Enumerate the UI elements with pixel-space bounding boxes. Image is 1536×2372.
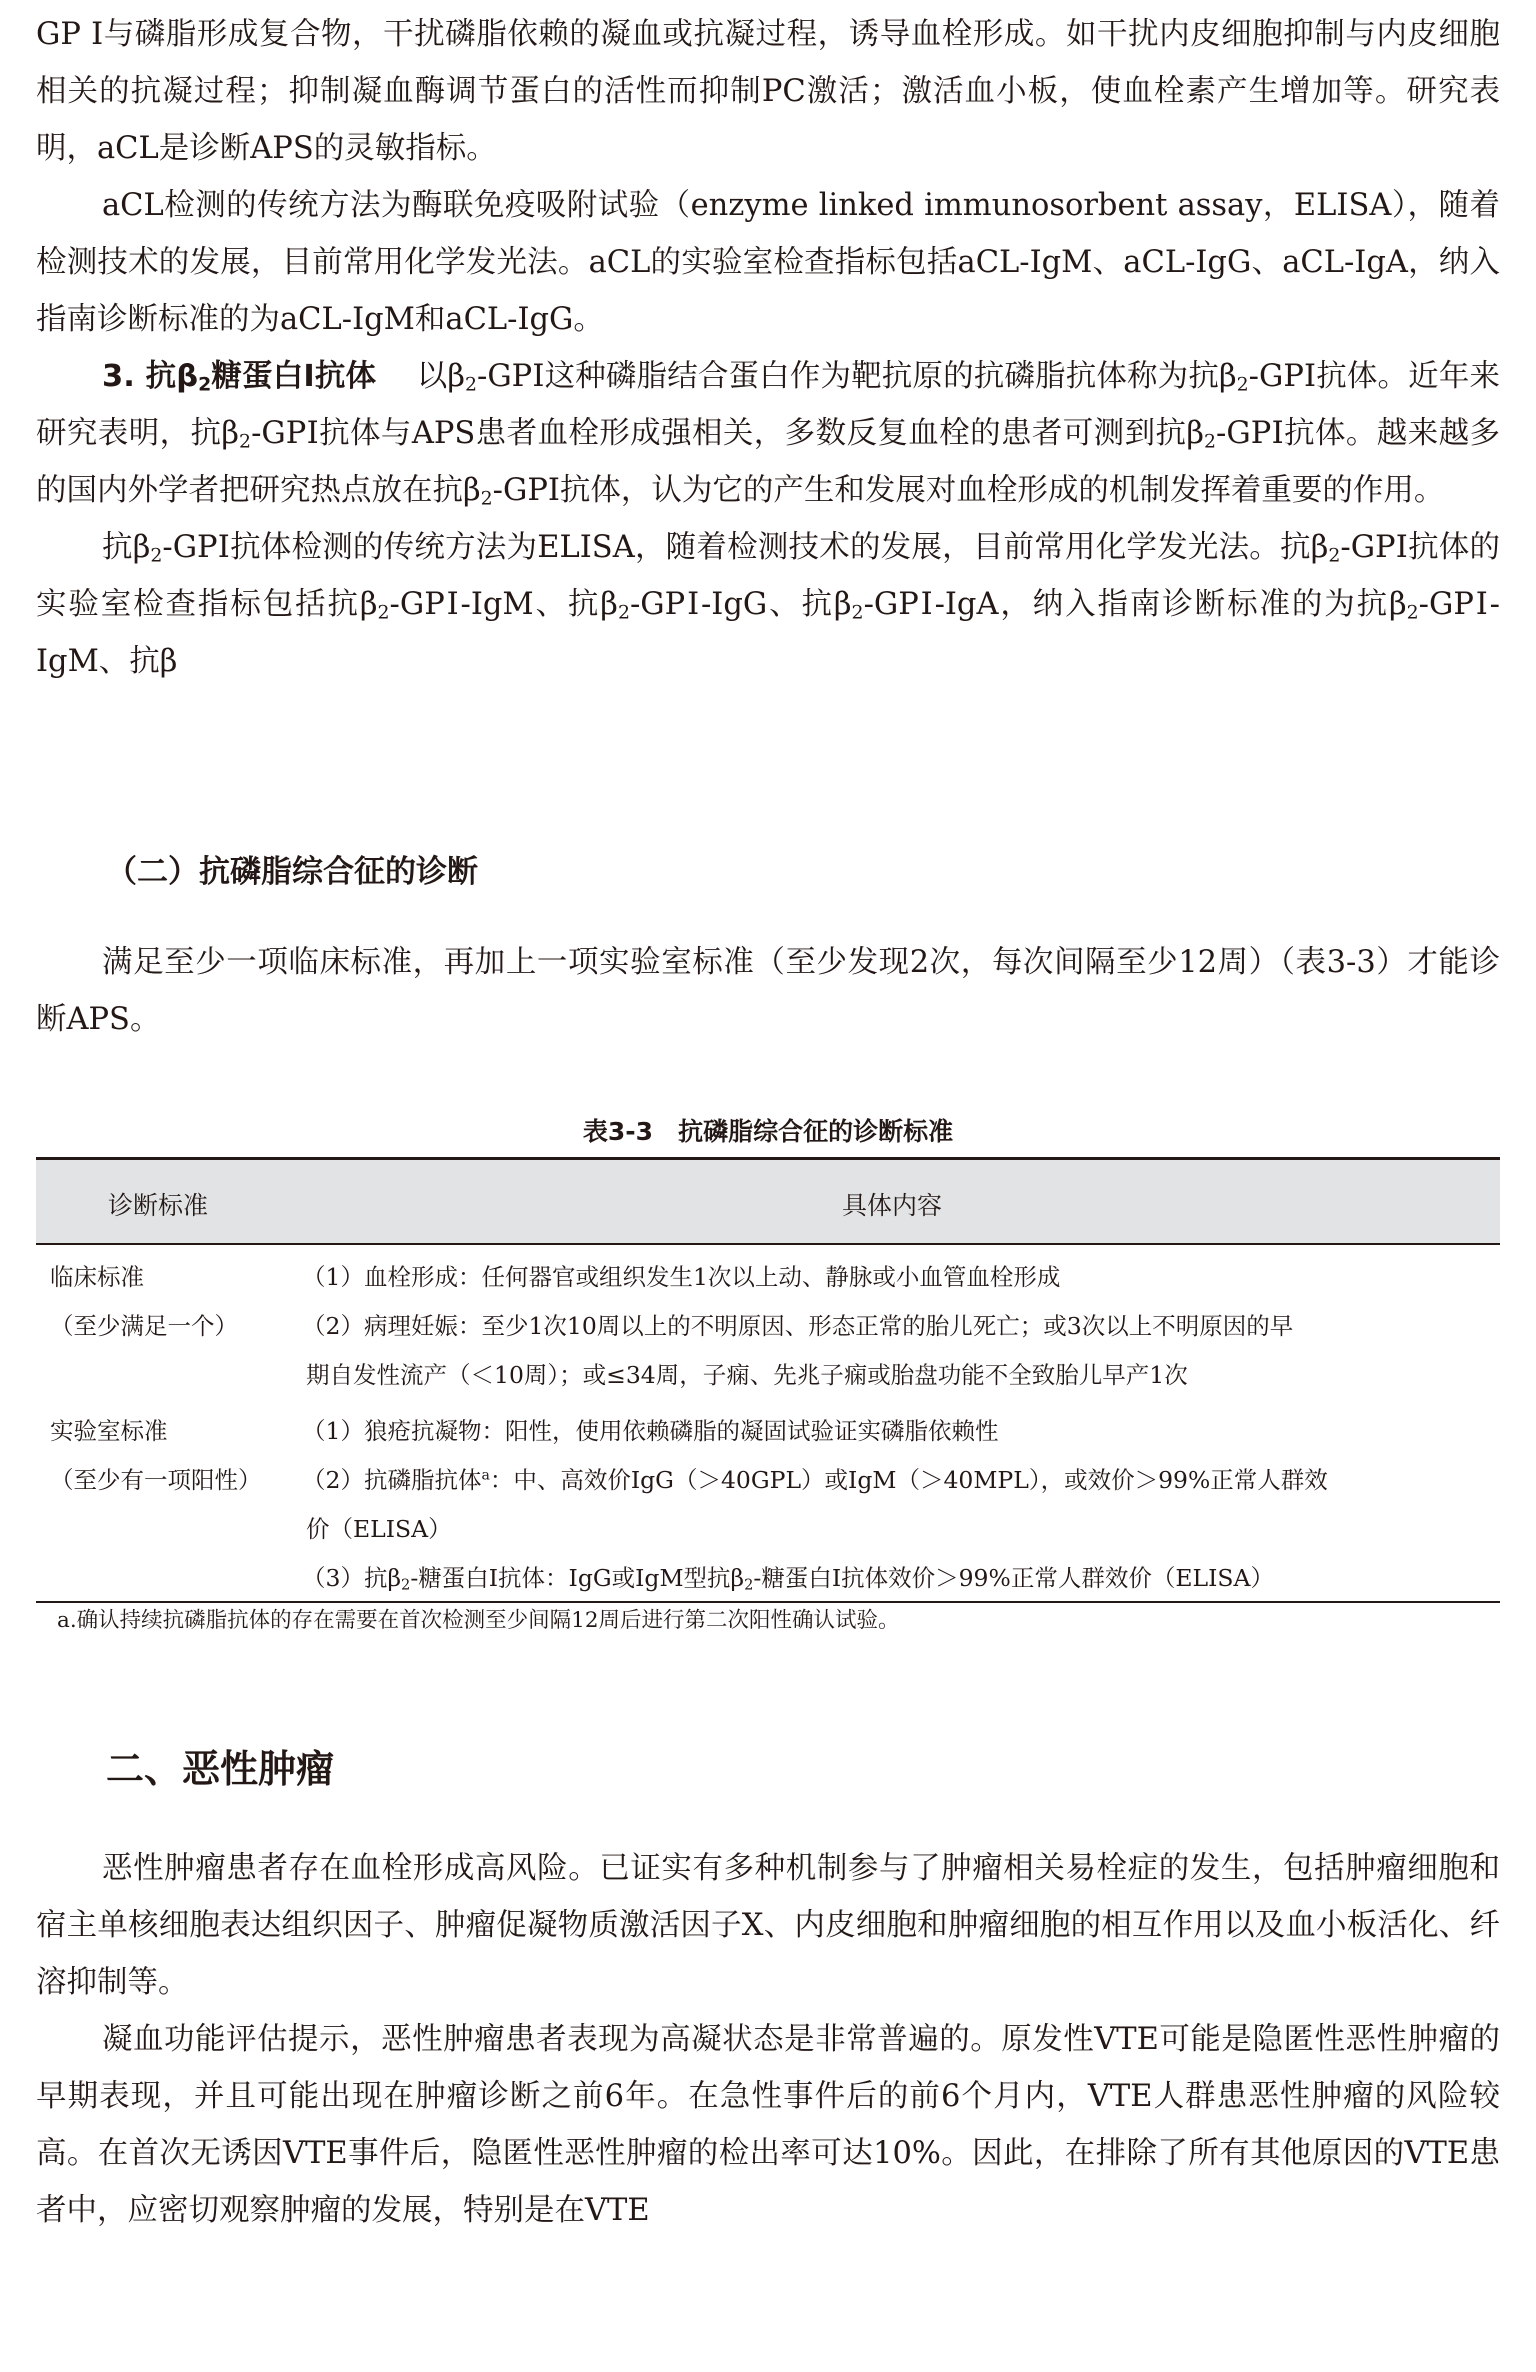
paragraph: 恶性肿瘤患者存在血栓形成高风险。已证实有多种机制参与了肿瘤相关易栓症的发生，包括肿瘤细胞和宿主单核细胞表达组织因子、肿瘤促凝物质激活因子X、内皮细胞和肿瘤细胞的相互作用以及血小板活化、纤溶抑制等。 — [36, 1851, 1500, 2000]
criteria-item: （1）血栓形成：任何器官或组织发生1次以上动、静脉或小血管血栓形成 — [302, 1263, 1061, 1291]
beta2-paragraph-2: 抗$\beta_2$-GPⅠ抗体检测的传统方法为ELISA，随着检测技术的发展，目前常用化学发光法。抗$\beta_2$-GPⅠ抗体的实验室检查指标包括抗$\beta_2-GPⅠ$-IgM、抗$\beta_2-GPⅠ$-IgG、抗$\beta_2-GPⅠ$-IgA，纳入指南诊断标准的为抗$\beta_2-GPⅠ$-IgM、抗β — [36, 530, 1500, 679]
section-title: 二、恶性肿瘤 — [106, 1747, 335, 1791]
row-label: 临床标准 （至少满足一个） — [50, 1263, 238, 1340]
paragraph: aCL检测的传统方法为酶联免疫吸附试验（enzyme linked immunosorbent assay，ELISA），随着检测技术的发展，目前常用化学发光法。aCL的实验室检查指标包括aCL-IgM、aCL-IgG、aCL-IgA，纳入指南诊断标准的为aCL-IgM和aCL-IgG。 — [36, 188, 1500, 337]
criteria-item: （2）抗磷脂抗体$^a$：中、高效价IgG（＞40GPL）或IgM（＞40MPL），或效价＞99%正常人群效 — [302, 1466, 1328, 1494]
criteria-item-continued: 期自发性流产（＜10周）；或≤34周，子痫、先兆子痫或胎盘功能不全致胎儿早产1次 — [306, 1361, 1188, 1389]
body-text-diagnosis — [36, 934, 1500, 1048]
paragraph: 满足至少一项临床标准，再加上一项实验室标准（至少发现2次，每次间隔至少12周）（表3-3）才能诊断APS。 — [36, 945, 1500, 1037]
row-label: 实验室标准 （至少有一项阳性） — [50, 1417, 262, 1494]
criteria-item: （3）抗$\beta_2-$糖蛋白Ⅰ抗体：IgG或IgM型抗$\beta_2-$糖蛋白Ⅰ抗体效价＞99%正常人群效价（ELISA） — [302, 1564, 1274, 1594]
table-title: 表3-3 抗磷脂综合征的诊断标准 — [582, 1117, 954, 1146]
table-footnote: a.确认持续抗磷脂抗体的存在需要在首次检测至少间隔12周后进行第二次阳性确认试验。 — [57, 1608, 900, 1633]
column-header: 具体内容 — [842, 1191, 943, 1220]
body-text-bottom — [36, 1840, 1500, 2239]
row-content — [302, 1407, 1492, 1603]
diagnosis-heading: （二）抗磷脂综合征的诊断 — [106, 854, 478, 890]
table-header-rule — [36, 1243, 1500, 1245]
paragraph: 凝血功能评估提示，恶性肿瘤患者表现为高凝状态是非常普遍的。原发性VTE可能是隐匿性恶性肿瘤的早期表现，并且可能出现在肿瘤诊断之前6年。在急性事件后的前6个月内，VTE人群患恶性肿瘤的风险较高。在首次无诱因VTE事件后，隐匿性恶性肿瘤的检出率可达10%。因此，在排除了所有其他原因的VTE患者中，应密切观察肿瘤的发展，特别是在VTE — [36, 2022, 1500, 2228]
row-content — [302, 1253, 1492, 1400]
beta2-paragraph-1: 3. 抗$\beta_2$糖蛋白Ⅰ抗体 以$\beta_2$-GPⅠ这种磷脂结合蛋白作为靶抗原的抗磷脂抗体称为抗$\beta_2$-GPⅠ抗体。近年来研究表明，抗$\beta_2$-GPⅠ抗体与APS患者血栓形成强相关，多数反复血栓的患者可测到抗$\beta_2$-GPⅠ抗体。越来越多的国内外学者把研究热点放在抗$\beta_2$-GPⅠ抗体，认为它的产生和发展对血栓形成的机制发挥着重要的作用。 — [36, 359, 1500, 510]
column-header: 诊断标准 — [108, 1191, 209, 1220]
body-text-top — [36, 6, 1500, 690]
criteria-item: （1）狼疮抗凝物：阳性，使用依赖磷脂的凝固试验证实磷脂依赖性 — [302, 1417, 999, 1445]
paragraph: GP Ⅰ与磷脂形成复合物，干扰磷脂依赖的凝血或抗凝过程，诱导血栓形成。如干扰内皮细胞抑制与内皮细胞相关的抗凝过程；抑制凝血酶调节蛋白的活性而抑制PC激活；激活血小板，使血栓素产生增加等。研究表明，aCL是诊断APS的灵敏指标。 — [36, 17, 1500, 166]
beta2-heading: 3. 抗$\beta_2$糖蛋白Ⅰ抗体 — [102, 359, 377, 396]
criteria-item: （2）病理妊娠：至少1次10周以上的不明原因、形态正常的胎儿死亡；或3次以上不明原因的早 — [302, 1312, 1294, 1340]
table-header — [36, 1160, 1500, 1243]
criteria-item-continued: 价（ELISA） — [306, 1515, 452, 1543]
diagnosis-criteria-table — [36, 1157, 1500, 1594]
